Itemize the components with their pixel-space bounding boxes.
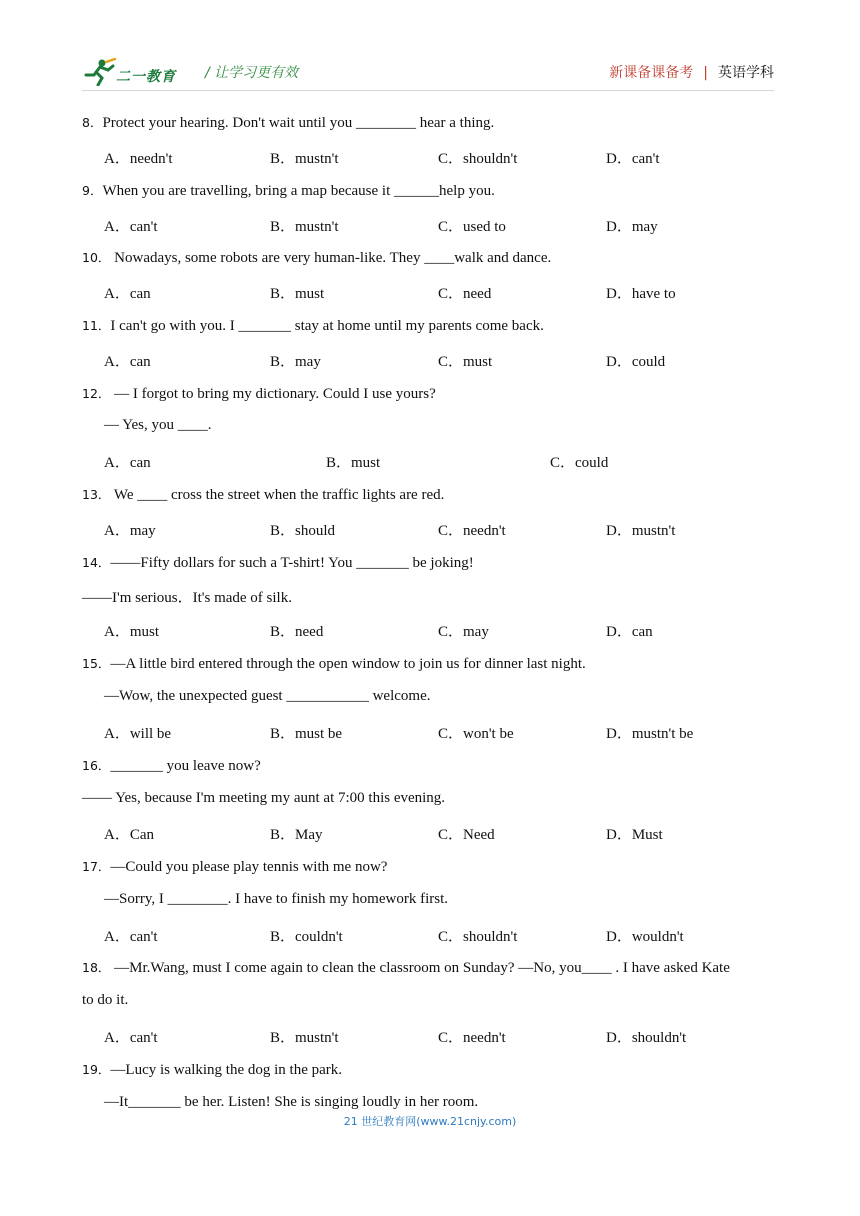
question-11-option-a: A．can [104,354,151,370]
question-14-option-d: D．can [606,624,653,640]
question-15-option-c: C．won't be [438,726,514,742]
question-number: 11． [82,318,111,333]
question-text: —Mr.Wang, must I come again to clean the classroom on Sunday? —No, you____ . I have asked Kate [110,960,730,976]
question-17-reply: —Sorry, I ________. I have to finish my homework first. [104,891,448,907]
question-16-option-b: B．May [270,827,323,843]
logo-text: 二一教育 [116,69,176,85]
question-13-option-c: C．needn't [438,523,506,539]
question-9-option-a: A．can't [104,219,158,235]
question-14-option-c: C．may [438,624,489,640]
question-number: 9． [82,183,103,198]
header-divider [82,90,774,91]
course-label: 新课备课备考 [609,65,694,81]
question-12-option-c: C．could [550,455,609,471]
question-number: 19． [82,1062,111,1077]
question-8-option-d: D．can't [606,151,660,167]
question-9-option-b: B．mustn't [270,219,339,235]
question-19-reply: —It_______ be her. Listen! She is singing loudly in her room. [104,1094,479,1110]
question-15-reply: —Wow, the unexpected guest ___________ welcome. [104,688,431,704]
question-15-option-a: A．will be [104,726,172,742]
question-text: Nowadays, some robots are very human-like. They ____walk and dance. [110,250,552,266]
question-18-option-b: B．mustn't [270,1030,339,1046]
question-text: — I forgot to bring my dictionary. Could I use yours? [110,386,436,402]
question-10-option-d: D．have to [606,286,676,302]
question-11-option-d: D．could [606,354,666,370]
question-text: —Could you please play tennis with me now? [110,859,388,875]
question-19-stem [82,1060,342,1079]
question-15-stem [82,654,586,673]
question-17-option-c: C．shouldn't [438,929,518,945]
question-16-option-c: C．Need [438,827,495,843]
question-number: 18． [82,960,111,975]
question-18-stem [82,958,730,977]
question-11-stem [82,316,544,335]
question-15-option-b: B．must be [270,726,343,742]
question-text: ——Fifty dollars for such a T-shirt! You _______ be joking! [110,555,474,571]
question-number: 14． [82,555,111,570]
question-9-stem [82,181,495,200]
question-12-stem [82,384,436,403]
question-11-option-b: B．may [270,354,321,370]
question-9-option-d: D．may [606,219,658,235]
question-text: _______ you leave now? [110,758,261,774]
question-15-option-d: D．mustn't be [606,726,694,742]
question-17-stem [82,857,387,876]
question-text: We ____ cross the street when the traffic lights are red. [110,487,445,503]
question-10-stem [82,248,551,267]
question-text: —A little bird entered through the open window to join us for dinner last night. [110,656,586,672]
question-13-option-b: B．should [270,523,336,539]
logo [82,58,192,88]
question-text: When you are travelling, bring a map because it ______help you. [102,183,495,199]
question-16-option-d: D．Must [606,827,663,843]
question-14-option-a: A．must [104,624,160,640]
question-8-stem [82,113,494,132]
question-11-option-c: C．must [438,354,493,370]
question-number: 15． [82,656,111,671]
header-separator: | [703,65,708,81]
question-8-option-b: B．mustn't [270,151,339,167]
question-17-option-b: B．couldn't [270,929,343,945]
question-12-reply: — Yes, you ____. [104,417,212,433]
question-12-option-a: A．can [104,455,151,471]
question-8-option-c: C．shouldn't [438,151,518,167]
question-number: 12． [82,386,111,401]
question-14-reply: ——I'm serious．It's made of silk. [82,590,292,606]
question-number: 10． [82,250,111,265]
question-16-stem [82,756,261,775]
question-17-option-d: D．wouldn't [606,929,684,945]
question-18-option-c: C．needn't [438,1030,506,1046]
question-14-stem [82,553,474,572]
question-13-option-d: D．mustn't [606,523,676,539]
question-16-option-a: A．Can [104,827,154,843]
question-16-reply: —— Yes, because I'm meeting my aunt at 7:00 this evening. [82,790,446,806]
question-number: 13． [82,487,111,502]
question-10-option-a: A．can [104,286,151,302]
slogan: / 让学习更有效 [205,65,299,81]
question-9-option-c: C．used to [438,219,506,235]
subject-label: 英语学科 [718,65,774,81]
question-13-stem [82,485,444,504]
question-14-option-b: B．need [270,624,324,640]
question-10-option-b: B．must [270,286,325,302]
question-18-option-d: D．shouldn't [606,1030,687,1046]
question-18-option-a: A．can't [104,1030,158,1046]
question-number: 16． [82,758,111,773]
page-footer: 21 世纪教育网(www.21cnjy.com) [343,1115,517,1128]
question-10-option-c: C．need [438,286,492,302]
question-12-option-b: B．must [326,455,381,471]
question-text: Protect your hearing. Don't wait until you ________ hear a thing. [102,115,495,131]
question-text: —Lucy is walking the dog in the park. [110,1062,343,1078]
question-number: 17． [82,859,111,874]
runner-logo-icon [82,58,116,86]
question-8-option-a: A．needn't [104,151,173,167]
question-18-stem-continued: to do it. [82,992,129,1008]
question-number: 8． [82,115,103,130]
page-header [82,56,774,92]
question-text: I can't go with you. I _______ stay at home until my parents come back. [110,318,544,334]
question-13-option-a: A．may [104,523,156,539]
header-right [609,62,774,82]
question-17-option-a: A．can't [104,929,158,945]
